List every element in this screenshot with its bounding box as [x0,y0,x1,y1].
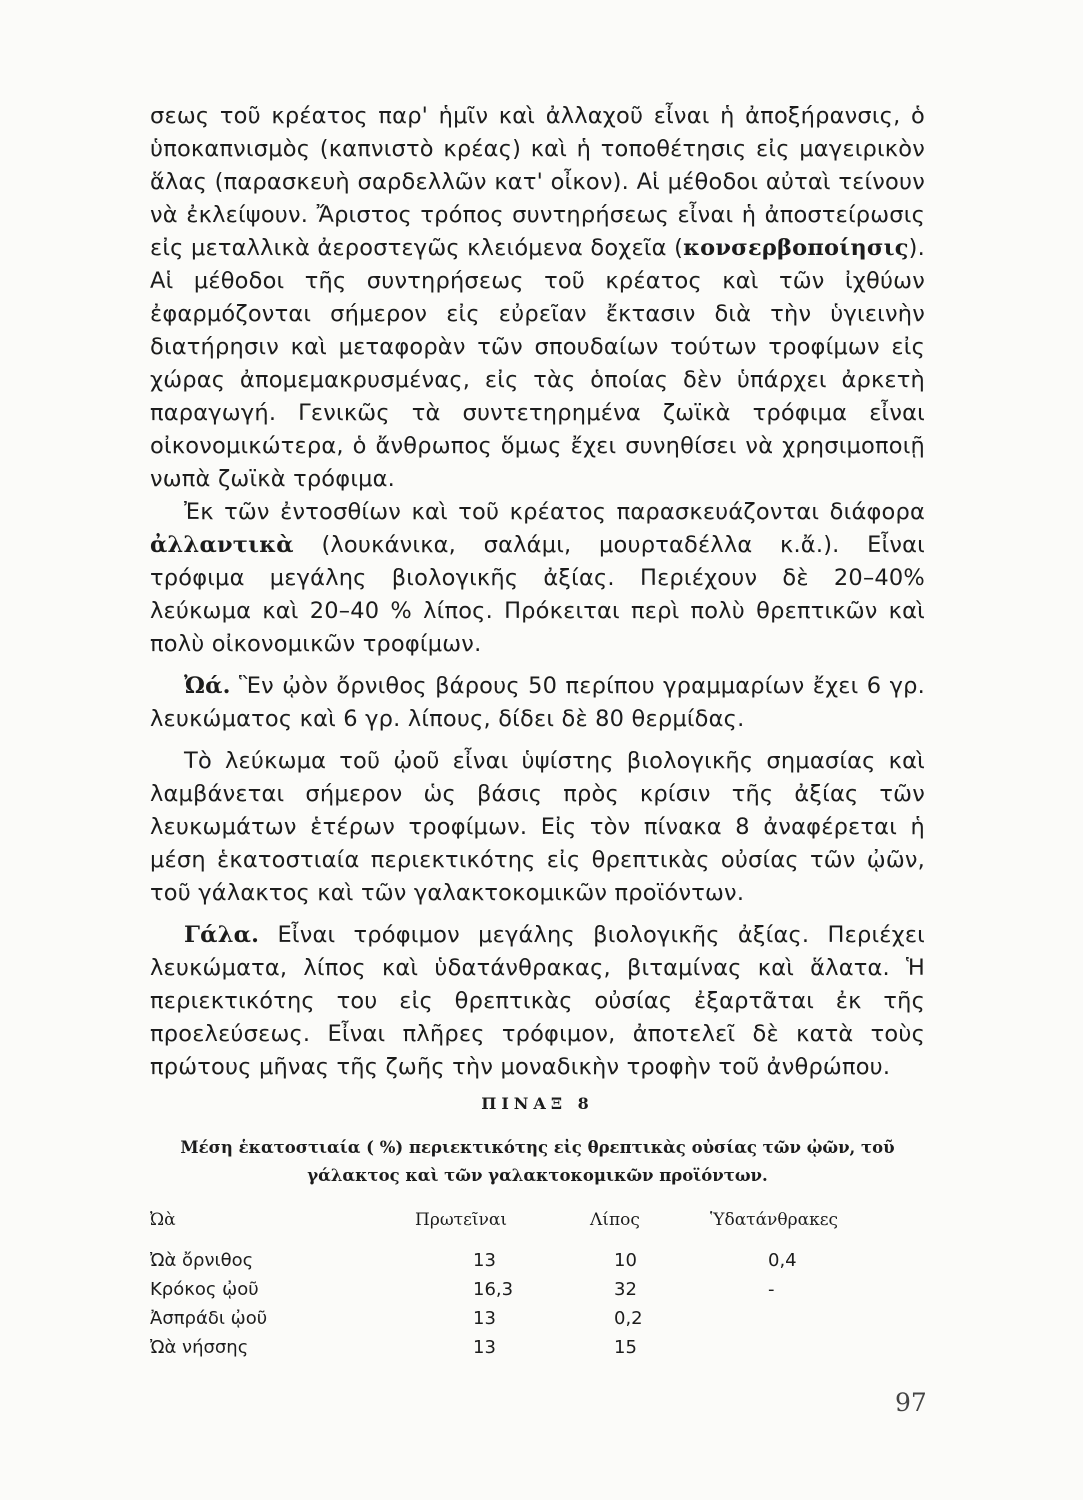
row-label: Ὠὰ νήσσης [150,1337,249,1358]
protein-value: 13 [473,1337,496,1358]
table-row [150,1275,925,1304]
table-header-row [150,1210,925,1246]
protein-value: 16,3 [473,1279,514,1300]
paragraph-text: σεως τοῦ κρέατος παρ' ἡμῖν καὶ ἀλλαχοῦ εἶναι ἡ ἀποξήρανσις, ὁ ὑποκαπνισμὸς (καπνιστὸ κρέας) καὶ ἡ τοποθέτησις εἰς μαγειρικὸν ἅλας (παρασκευὴ σαρδελλῶν κατ' οἶκον). Αἱ μέθοδοι αὐταὶ τείνουν νὰ ἐκλείψουν. Ἄριστος τρόπος συντηρήσεως εἶναι ἡ ἀποστείρωσις εἰς μεταλλικὰ ἀεροστεγῶς κλειόμενα δοχεῖα ( [150,103,925,261]
header-eggs: Ὠὰ [150,1210,176,1230]
paragraph-text: Ἐκ τῶν ἐντοσθίων καὶ τοῦ κρέατος παρασκευάζονται διάφορα [184,499,925,525]
fat-value: 32 [614,1279,637,1300]
paragraph-text: Τὸ λεύκωμα τοῦ ᾠοῦ εἶναι ὑψίστης βιολογικῆς σημασίας καὶ λαμβάνεται σήμερον ὡς βάσις πρὸς κρίσιν τῆς ἀξίας τῶν λευκωμάτων ἑτέρων τροφίμων. Εἰς τὸν πίνακα 8 ἀναφέρεται ἡ μέση ἑκατοστιαία περιεκτικότης εἰς θρεπτικὰς οὐσίας τῶν ᾠῶν, τοῦ γάλακτος καὶ τῶν γαλακτοκομικῶν προϊόντων. [150,748,925,906]
header-proteins: Πρωτεῖναι [415,1210,508,1230]
row-label: Κρόκος ᾠοῦ [150,1279,259,1300]
paragraph-eggs [150,670,925,736]
paragraph-text-cont: ). Αἱ μέθοδοι τῆς συντηρήσεως τοῦ κρέατος καὶ τῶν ἰχθύων ἐφαρμόζονται σήμερον εἰς εὐρεῖαν ἔκτασιν διὰ τὴν ὑγιεινὴν διατήρησιν καὶ μεταφορὰν τῶν σπουδαίων τούτων τροφίμων εἰς χώρας ἀπομεμακρυσμένας, εἰς τὰς ὁποίας δὲν ὑπάρχει ἀρκετὴ παραγωγή. Γενικῶς τὰ συντετηρημένα ζωϊκὰ τρόφιμα εἶναι οἰκονομικώτερα, ὁ ἄνθρωπος ὅμως ἔχει συνηθίσει νὰ χρησιμοποιῇ νωπὰ ζωϊκὰ τρόφιμα. [150,235,925,492]
body-text [150,100,925,1084]
paragraph-egg-protein [150,745,925,910]
row-label: Ἀσπράδι ᾠοῦ [150,1308,268,1329]
term-sausages: ἀλλαντικὰ [150,532,294,558]
paragraph-text-cont: Ἓν ᾠὸν ὄρνιθος βάρους 50 περίπου γραμμαρίων ἔχει 6 γρ. λευκώματος καὶ 6 γρ. λίπους, δίδει δὲ 80 θερμίδας. [150,673,925,732]
term-eggs: Ὠά. [184,673,231,699]
carb-value [710,1333,925,1362]
protein-value: 13 [473,1308,496,1329]
term-milk: Γάλα. [184,922,260,948]
paragraph-text-cont: Εἶναι τρόφιμον μεγάλης βιολογικῆς ἀξίας. Περιέχει λευκώματα, λίπος καὶ ὑδατάνθρακας, βιταμίνας καὶ ἅλατα. Ἡ περιεκτικότης του εἰς θρεπτικὰς οὐσίας ἐξαρτᾶται ἐκ τῆς προελεύσεως. Εἶναι πλῆρες τρόφιμον, ἀποτελεῖ δὲ κατὰ τοὺς πρώτους μῆνας τῆς ζωῆς τὴν μοναδικὴν τροφὴν τοῦ ἀνθρώπου. [150,922,925,1080]
nutrient-table [150,1210,925,1362]
fat-value: 15 [614,1337,637,1358]
paragraph-milk [150,919,925,1084]
page-number: 97 [895,1388,927,1417]
table-row [150,1246,925,1275]
paragraph-preservation [150,100,925,496]
paragraph-text-cont: (λουκάνικα, σαλάμι, μουρταδέλλα κ.ἄ.). Εἶναι τρόφιμα μεγάλης βιολογικῆς ἀξίας. Περιέχουν δὲ 20–40% λεύκωμα καὶ 20–40 % λίπος. Πρόκειται περὶ πολὺ θρεπτικῶν καὶ πολὺ οἰκονομικῶν τροφίμων. [150,532,925,657]
carb-value: 0,4 [768,1250,797,1271]
protein-value: 13 [473,1250,496,1271]
carb-value: - [768,1279,775,1300]
table-caption: Μέση ἑκατοστιαία ( %) περιεκτικότης εἰς θρεπτικὰς οὐσίας τῶν ᾠῶν, τοῦ γάλακτος καὶ τῶν γαλακτοκομικῶν προϊόντων. [180,1138,895,1185]
carb-value [710,1304,925,1333]
table-row [150,1333,925,1362]
paragraph-sausages [150,496,925,661]
fat-value: 0,2 [614,1308,643,1329]
header-carbohydrates: Ὑδατάνθρακες [710,1210,839,1230]
term-canning: κονσερβοποίησις [683,235,909,261]
table-title: ΠΙΝΑΞ 8 [481,1094,594,1113]
table-row [150,1304,925,1333]
header-fat: Λίπος [590,1210,640,1230]
fat-value: 10 [614,1250,637,1271]
row-label: Ὠὰ ὄρνιθος [150,1250,254,1271]
